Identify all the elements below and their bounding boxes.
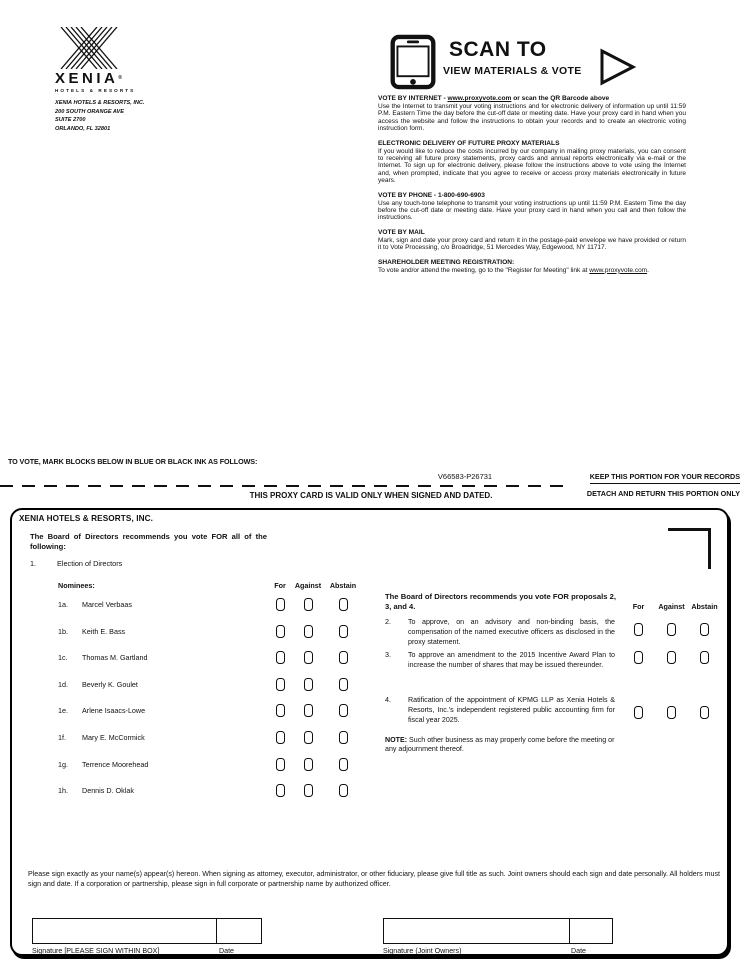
checkbox-1a-against[interactable] (304, 598, 313, 611)
scan-subtitle: VIEW MATERIALS & VOTE (443, 65, 582, 77)
checkbox-p3-against[interactable] (667, 651, 676, 664)
proposals-recommendation: The Board of Directors recommends you vote FOR proposals 2, 3, and 4. (385, 592, 616, 611)
proposal-2-number: 2. (385, 617, 391, 626)
x-lattice-logo-icon (55, 27, 185, 69)
nominee-name: Terrence Moorehead (82, 759, 149, 769)
nominee-id: 1f. (58, 732, 66, 742)
checkbox-1d-for[interactable] (276, 678, 285, 691)
nominee-id: 1g. (58, 759, 68, 769)
checkbox-1g-against[interactable] (304, 758, 313, 771)
checkbox-1c-abstain[interactable] (339, 651, 348, 664)
vote-by-mail-heading: VOTE BY MAIL (378, 228, 425, 236)
signature-box-primary[interactable] (32, 918, 262, 944)
proxy-card (10, 508, 729, 956)
electronic-delivery-section (378, 140, 686, 185)
nominee-id: 1b. (58, 626, 68, 636)
col-for: For (632, 602, 645, 611)
scan-title: SCAN TO (449, 38, 547, 61)
checkbox-1a-abstain[interactable] (339, 598, 348, 611)
nominee-name: Mary E. McCormick (82, 732, 145, 742)
address-line: XENIA HOTELS & RESORTS, INC. (55, 100, 145, 106)
electronic-delivery-heading: ELECTRONIC DELIVERY OF FUTURE PROXY MATERIALS (378, 139, 560, 147)
vote-by-internet-section (378, 95, 686, 133)
proposal-4-number: 4. (385, 695, 391, 704)
checkbox-1c-against[interactable] (304, 651, 313, 664)
checkbox-1c-for[interactable] (276, 651, 285, 664)
col-abstain: Abstain (691, 602, 718, 611)
nominee-name: Dennis D. Oklak (82, 786, 134, 796)
meeting-registration-section (378, 259, 686, 274)
nominee-id: 1h. (58, 786, 68, 796)
proposal-3-checkboxes (622, 651, 721, 664)
vote-by-phone-section (378, 192, 686, 222)
nominees-label: Nominees: (58, 581, 95, 590)
brand-name: XENIA® (55, 70, 123, 87)
checkbox-1f-against[interactable] (304, 731, 313, 744)
nominee-id: 1a. (58, 600, 68, 609)
electronic-delivery-body: If you would like to reduce the costs incurred by our company in mailing proxy materials, you can consent to receiving all future proxy statements, proxy cards and annual reports electronically via e-mail or the Internet. To sign up for electronic delivery, please follow the instructions above to vote using the Internet and, when prompted, indicate that you agree to receive or access proxy materials electronically in future years. (378, 147, 686, 185)
body-text: To vote and/or attend the meeting, go to the "Register for Meeting" link at (378, 266, 590, 274)
corner-registration-mark (668, 528, 711, 569)
checkbox-p2-for[interactable] (634, 623, 643, 636)
brand-block (55, 27, 185, 133)
proxyvote-link[interactable]: www.proxyvote.com (447, 95, 512, 102)
checkbox-p4-abstain[interactable] (700, 706, 709, 719)
detach-dashed-line (0, 485, 572, 487)
smartphone-icon (390, 34, 436, 95)
nominee-name: Keith E. Bass (82, 626, 126, 636)
checkbox-1e-for[interactable] (276, 704, 285, 717)
checkbox-1h-abstain[interactable] (339, 784, 348, 797)
card-company-name: XENIA HOTELS & RESORTS, INC. (19, 514, 153, 523)
heading-text: or scan the QR Barcode above (511, 95, 610, 102)
meeting-registration-body (378, 267, 686, 274)
vote-by-internet-heading (378, 95, 686, 103)
voting-instructions (378, 95, 686, 281)
body-text: . (647, 266, 649, 274)
note-label: NOTE: (385, 736, 408, 744)
vote-column-headers-right (622, 602, 721, 611)
checkbox-1b-abstain[interactable] (339, 625, 348, 638)
heading-text: VOTE BY INTERNET - (378, 95, 448, 102)
checkbox-p3-abstain[interactable] (700, 651, 709, 664)
keep-portion-label: KEEP THIS PORTION FOR YOUR RECORDS (590, 472, 740, 484)
nominee-id: 1d. (58, 679, 68, 689)
date-divider (569, 919, 570, 943)
nominee-table (58, 598, 364, 811)
proposal-3-number: 3. (385, 650, 391, 659)
nominee-id: 1e. (58, 706, 68, 716)
checkbox-1h-for[interactable] (276, 784, 285, 797)
date-divider (216, 919, 217, 943)
address-line: SUITE 2700 (55, 117, 86, 124)
checkbox-p2-abstain[interactable] (700, 623, 709, 636)
arrow-right-icon (597, 47, 639, 92)
proposal-2-checkboxes (622, 623, 721, 636)
nominee-name: Marcel Verbaas (82, 600, 132, 609)
vote-by-internet-body: Use the Internet to transmit your voting instructions and for electronic delivery of information up until 11:59 P.M. Eastern Time the day before the cut-off date or meeting date. Have your proxy card in hand when you access the website and follow the instructions to obtain your records and to create an electronic voting instruction form. (378, 103, 686, 133)
checkbox-1f-abstain[interactable] (339, 731, 348, 744)
signature-primary-label: Signature [PLEASE SIGN WITHIN BOX] (32, 947, 160, 955)
company-address (55, 99, 185, 133)
detach-portion-label: DETACH AND RETURN THIS PORTION ONLY (586, 489, 740, 498)
address-line: 200 SOUTH ORANGE AVE (55, 108, 125, 115)
nominee-name: Thomas M. Gartland (82, 653, 148, 663)
signature-instructions: Please sign exactly as your name(s) appear(s) hereon. When signing as attorney, executor, administrator, or other fiduciary, please give full title as such. Joint owners should each sign and date personally. All holders must sign and date. If a corporation or partnership, please sign in full corporate or partnership name by authorized officer. (28, 870, 720, 888)
checkbox-p3-for[interactable] (634, 651, 643, 664)
signature-joint-label: Signature (Joint Owners) (383, 947, 462, 955)
checkbox-1g-for[interactable] (276, 758, 285, 771)
signature-box-joint[interactable] (383, 918, 613, 944)
note-text (385, 736, 625, 755)
checkbox-1e-against[interactable] (304, 704, 313, 717)
checkbox-1d-abstain[interactable] (339, 678, 348, 691)
control-number: V66583-P26731 (437, 472, 493, 481)
proposal-4-text: Ratification of the appointment of KPMG LLP as Xenia Hotels & Resorts, Inc.'s independent registered public accounting firm for fiscal year 2025. (408, 696, 615, 725)
directors-recommendation: The Board of Directors recommends you vote FOR all of the following: (30, 532, 267, 551)
col-for: For (274, 581, 286, 590)
checkbox-1b-against[interactable] (304, 625, 313, 638)
checkbox-1h-against[interactable] (304, 784, 313, 797)
col-abstain: Abstain (329, 581, 357, 590)
checkbox-p2-against[interactable] (667, 623, 676, 636)
proposal-3-text: To approve an amendment to the 2015 Incentive Award Plan to increase the number of shares that may be issued thereunder. (408, 651, 615, 670)
vote-by-mail-body: Mark, sign and date your proxy card and return it in the postage-paid envelope we have provided or return it to Vote Processing, c/o Broadridge, 51 Mercedes Way, Edgewood, NY 11717. (378, 236, 686, 252)
nominee-name: Arlene Isaacs-Lowe (82, 706, 146, 716)
vote-by-phone-body: Use any touch-tone telephone to transmit your voting instructions up until 11:59 P.M. Eastern Time the day before the cut-off date or meeting date. Have your proxy card in hand when you call and then follow the instructions. (378, 199, 686, 222)
checkbox-1g-abstain[interactable] (339, 758, 348, 771)
checkbox-1f-for[interactable] (276, 731, 285, 744)
valid-when-signed-note: THIS PROXY CARD IS VALID ONLY WHEN SIGNED AND DATED. (249, 491, 493, 500)
item1-label: Election of Directors (57, 559, 123, 568)
checkbox-1d-against[interactable] (304, 678, 313, 691)
vote-by-phone-heading: VOTE BY PHONE - 1-800-690-6903 (378, 191, 485, 199)
checkbox-p4-against[interactable] (667, 706, 676, 719)
registered-mark: ® (118, 75, 123, 81)
checkbox-1a-for[interactable] (276, 598, 285, 611)
vote-by-mail-section (378, 229, 686, 252)
checkbox-1e-abstain[interactable] (339, 704, 348, 717)
meeting-registration-heading: SHAREHOLDER MEETING REGISTRATION: (378, 258, 515, 266)
item1-number: 1. (30, 559, 37, 568)
checkbox-1b-for[interactable] (276, 625, 285, 638)
col-against: Against (658, 602, 685, 611)
nominee-name: Beverly K. Goulet (82, 679, 138, 689)
nominee-id: 1c. (58, 653, 68, 663)
proposal-2-text: To approve, on an advisory and non-binding basis, the compensation of the named executive officers as disclosed in the proxy statement. (408, 618, 615, 647)
col-against: Against (294, 581, 322, 590)
vote-column-headers-left (266, 581, 364, 590)
date-primary-label: Date (219, 947, 234, 955)
note-body: Such other business as may properly come before the meeting or any adjournment thereof. (385, 736, 615, 754)
brand-subtitle: HOTELS & RESORTS (55, 88, 136, 93)
proposal-4-checkboxes (622, 706, 721, 719)
date-joint-label: Date (571, 947, 586, 955)
proxyvote-link[interactable]: www.proxyvote.com (589, 266, 648, 274)
checkbox-p4-for[interactable] (634, 706, 643, 719)
mark-instruction: TO VOTE, MARK BLOCKS BELOW IN BLUE OR BLACK INK AS FOLLOWS: (8, 457, 258, 466)
address-line: ORLANDO, FL 32801 (55, 125, 111, 132)
